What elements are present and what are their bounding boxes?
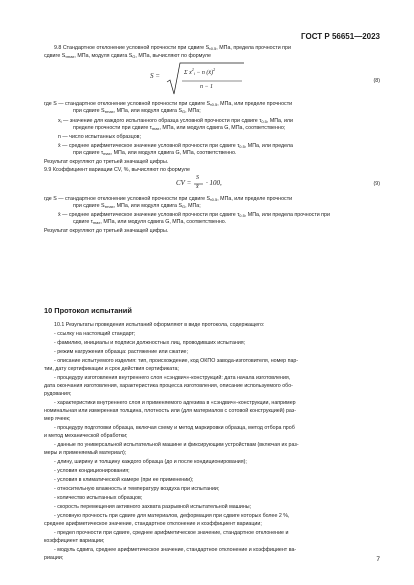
s10-line: - процедуру подготовки образца, включая схему и метод маркировки образца, метод отбора проб <box>54 425 295 431</box>
equation-number-8: (8) <box>373 78 380 84</box>
s10-line: меры и применяемый материал); <box>44 450 127 456</box>
formula-8: S = <box>150 72 160 80</box>
where-xbar-line1: x̄ — среднее арифметическое значение условной прочности при сдвиге $\tau_{0.5}$, МПа, или предела <box>58 143 293 149</box>
rounding-note-1: Результат округляют до третьей значащей цифры. <box>44 159 169 165</box>
s10-line: мер ячеек; <box>44 416 71 422</box>
s10-line: - количество испытанных образцов; <box>54 495 143 501</box>
where-9-s-line1: где S — стандартное отклонение условной прочности при сдвиге $S_{\tau 0.5}$, МПа, или пределе прочности <box>44 196 293 202</box>
s10-line: дата окончания изготовления, характеристика процесса изготовления, описание используемого обо- <box>44 383 293 389</box>
s10-line: - относительную влажность и температуру воздуха при испытании; <box>54 486 220 492</box>
where-x-line2: пределе прочности при сдвиге $\tau_{max}$, МПа, или модуля сдвига G, МПа, соответственно; <box>73 125 286 131</box>
where-x-line1: $x_i$ — значение для каждого испытанного образца условной прочности при сдвиге $\tau_{0.5}$, МПа, или <box>58 118 293 124</box>
s10-line: и метод механической обработки; <box>44 433 128 439</box>
where-9-s-line2: при сдвиге $S_{\tau max}$, МПа, или модуля сдвига $S_G$, МПа; <box>73 203 201 209</box>
s10-line: тии, дату сертификации и срок действия сертификата; <box>44 366 179 372</box>
s10-line: - условия в климатической камере (при ее применении); <box>54 477 194 483</box>
para-9-9: 9.9 Коэффициент вариации CV, %, вычисляют по формуле <box>44 167 190 173</box>
s10-line: - модуль сдвига, среднее арифметическое значение, стандартное отклонение и коэффициент ва- <box>54 547 297 553</box>
s10-line: среднее арифметическое значение, стандартное отклонение и коэффициент вариации; <box>44 521 262 527</box>
s10-line: - предел прочности при сдвиге, среднее арифметическое значение, стандартное отклонение и <box>54 530 289 536</box>
where-s-line1: где S — стандартное отклонение условной прочности при сдвиге $S_{\tau 0.5}$, МПа, или пределе прочности <box>44 101 293 107</box>
page-number: 7 <box>376 556 380 563</box>
s10-line: - режим нагружения образца: растяжение или сжатие; <box>54 349 188 355</box>
para-9-8-line2: сдвиге $S_{\tau max}$, МПа, модуля сдвига $S_G$, МПа, вычисляют по формуле <box>44 53 211 59</box>
s10-line: риации; <box>44 555 64 561</box>
rounding-note-2: Результат округляют до третьей значащей цифры. <box>44 228 169 234</box>
document-id: ГОСТ Р 56651—2023 <box>301 32 380 41</box>
formula-9-tail: · 100, <box>206 179 222 187</box>
where-s-line2: при сдвиге $S_{\tau max}$, МПа, или модуля сдвига $S_G$, МПа; <box>73 108 201 114</box>
where-9-xbar-line1: x̄ — среднее арифметическое значение условной прочности при сдвиге $\tau_{0.5}$, МПа, или предела прочности при <box>58 212 330 218</box>
s10-line: - условную прочность при сдвиге для материалов, деформация при сдвиге которых более 2 %, <box>54 513 290 519</box>
where-9-xbar-line2: сдвиге $\tau_{max}$, МПа, или модуля сдвига G, МПа, соответственно. <box>73 219 227 225</box>
where-n: n — число испытанных образцов; <box>58 134 141 140</box>
s10-line: рудования; <box>44 391 72 397</box>
s10-line: коэффициент вариации; <box>44 538 105 544</box>
s10-line: 10.1 Результаты проведения испытаний оформляют в виде протокола, содержащего: <box>54 322 265 328</box>
s10-line: - длину, ширину и толщину каждого образца (до и после кондиционирования); <box>54 459 247 465</box>
formula-8-denominator: n − 1 <box>200 84 214 90</box>
formula-9-num: S <box>196 175 199 181</box>
para-9-8-line1: 9.8 Стандартное отклонение условной прочности при сдвиге $S_{\tau 0.5}$, МПа, предела прочности при <box>54 45 291 51</box>
s10-line: - фамилию, инициалы и подписи должностных лиц, проводивших испытания; <box>54 340 246 346</box>
formula-9-den: x̄ <box>196 184 199 190</box>
s10-line: - ссылку на настоящий стандарт; <box>54 331 136 337</box>
s10-line: - процедуру изготовления внутреннего слоя «сэндвич»-конструкций: дата начала изготовления, <box>54 375 291 381</box>
s10-line: - условия кондиционирования; <box>54 468 130 474</box>
equation-number-9: (9) <box>373 181 380 187</box>
s10-line: - данные по универсальной испытательной машине и фиксирующим устройствам (включая их раз- <box>54 442 299 448</box>
formula-8-numerator: Σ $x^2_i - n$ (x̄)$^2$ <box>184 67 216 76</box>
s10-line: номинальная или измеренная толщина, плотность или (для материалов с сотовой конструкцией) раз- <box>44 408 296 414</box>
formula-9: CV = <box>176 179 192 187</box>
where-xbar-line2: при сдвиге $\tau_{max}$, МПа, или модуля сдвига G, МПа, соответственно. <box>73 150 237 156</box>
s10-line: - скорость перемещения активного захвата разрывной испытательной машины; <box>54 504 252 510</box>
s10-line: - описание испытуемого изделия: тип, происхождение, код ОКПО завода-изготовителя, номер пар- <box>54 358 299 364</box>
s10-line: - характеристики внутреннего слоя и применяемого адгезива в «сэндвич»-конструкции, например <box>54 400 296 406</box>
section-10-title: 10 Протокол испытаний <box>44 306 132 315</box>
